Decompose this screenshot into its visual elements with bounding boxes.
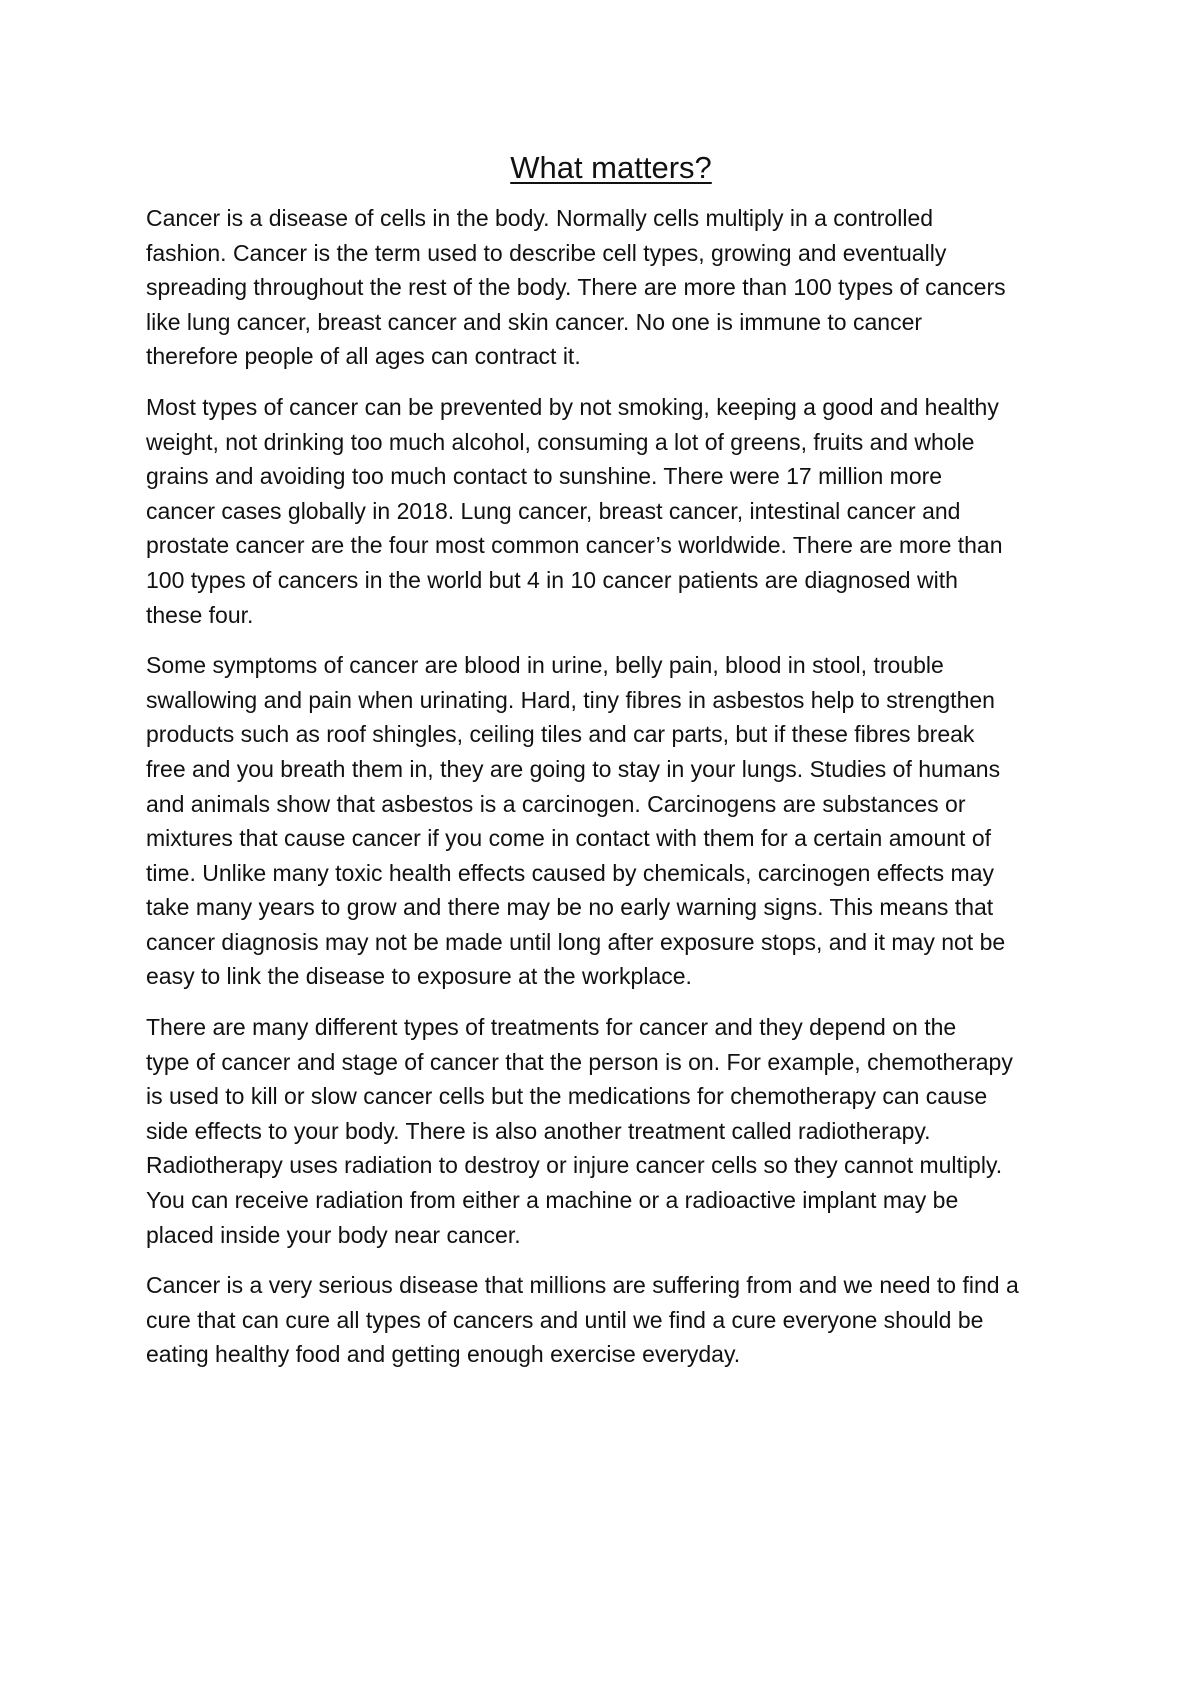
paragraph-conclusion: Cancer is a very serious disease that millions are suffering from and we need to find a cure that can cure all types of cancers and until we find a cure everyone should be eating healthy food and getting enough exercise everyday. xyxy=(146,1272,1019,1368)
document-body xyxy=(146,148,1076,1388)
document-title xyxy=(146,148,1076,188)
paragraph-prevention: Most types of cancer can be prevented by not smoking, keeping a good and healthy weight, not drinking too much alcohol, consuming a lot of greens, fruits and whole grains and avoiding too much contact to sunshine. There were 17 million more cancer cases globally in 2018. Lung cancer, breast cancer, intestinal cancer and prostate cancer are the four most common cancer’s worldwide. There are more than 100 types of cancers in the world but 4 in 10 cancer patients are diagnosed with these four. xyxy=(146,393,1003,628)
paragraph-symptoms-asbestos: Some symptoms of cancer are blood in urine, belly pain, blood in stool, trouble swallowing and pain when urinating. Hard, tiny fibres in asbestos help to strengthen products such as roof shingles, ceiling tiles and car parts, but if these fibres break free and you breath them in, they are going to stay in your lungs. Studies of humans and animals show that asbestos is a carcinogen. Carcinogens are substances or mixtures that cause cancer if you come in contact with them for a certain amount of time. Unlike many toxic health effects caused by chemicals, carcinogen effects may take many years to grow and there may be no early warning signs. This means that cancer diagnosis may not be made until long after exposure stops, and it may not be easy to link the disease to exposure at the workplace. xyxy=(146,652,1006,990)
paragraph-treatments: There are many different types of treatments for cancer and they depend on the type of cancer and stage of cancer that the person is on. For example, chemotherapy is used to kill or slow cancer cells but the medications for chemotherapy can cause side effects to your body. There is also another treatment called radiotherapy. Radiotherapy uses radiation to destroy or injure cancer cells so they cannot multiply. You can receive radiation from either a machine or a radioactive implant may be placed inside your body near cancer. xyxy=(146,1014,1013,1248)
document-title-text: What matters? xyxy=(510,150,712,185)
paragraph-cancer-definition: Cancer is a disease of cells in the body. Normally cells multiply in a controlled fashion. Cancer is the term used to describe cell types, growing and eventually spreading throughout the rest of the body. There are more than 100 types of cancers like lung cancer, breast cancer and skin cancer. No one is immune to cancer therefore people of all ages can contract it. xyxy=(146,205,1006,370)
